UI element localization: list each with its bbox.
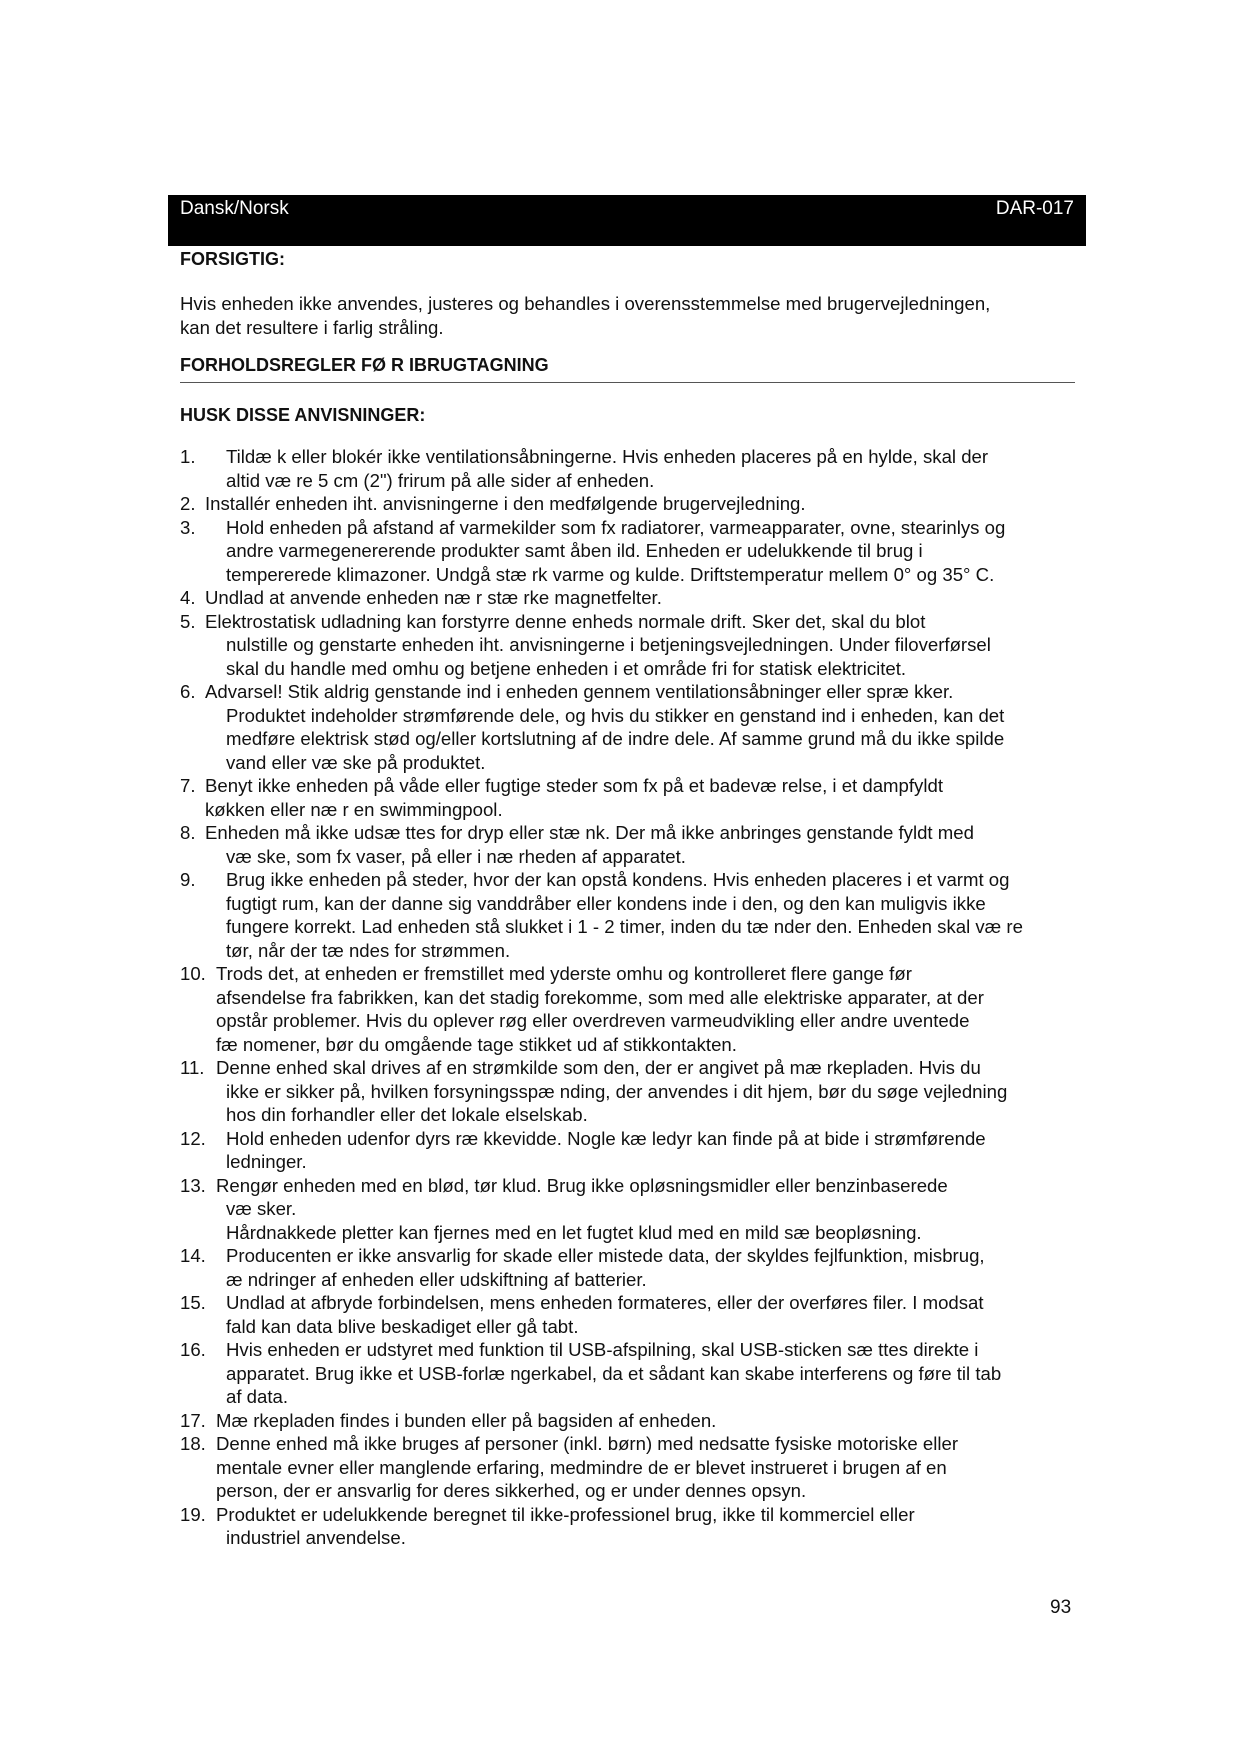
list-item-first-line — [180, 868, 1080, 892]
list-item-number: 6. — [180, 681, 196, 702]
list-item-text: Denne enhed må ikke bruges af personer (inkl. børn) med nedsatte fysiske motoriske eller — [216, 1433, 959, 1454]
list-item-text: fald kan data blive beskadiget eller gå tabt. — [226, 1315, 579, 1337]
list-item — [180, 774, 1080, 821]
list-item-text: Hårdnakkede pletter kan fjernes med en let fugtet klud med en mild sæ beopløsning. — [226, 1221, 922, 1243]
list-item-text: tempererede klimazoner. Undgå stæ rk varme og kulde. Driftstemperatur mellem 0° og 35° C. — [226, 563, 995, 585]
list-item — [180, 1338, 1080, 1409]
list-item-text: vand eller væ ske på produktet. — [226, 751, 486, 773]
list-item — [180, 1503, 1080, 1550]
list-item-text: Hold enheden udenfor dyrs ræ kkevidde. Nogle kæ ledyr kan finde på at bide i strømførende — [226, 1127, 986, 1149]
list-item-text: Producenten er ikke ansvarlig for skade eller mistede data, der skyldes fejlfunktion, misbrug, — [226, 1245, 985, 1266]
list-item-first-line — [180, 1409, 1080, 1433]
caution-text-line: kan det resultere i farlig stråling. — [180, 316, 444, 338]
section-divider — [180, 382, 1075, 383]
list-item-text: person, der er ansvarlig for deres sikkerhed, og er under dennes opsyn. — [216, 1480, 807, 1501]
list-item — [180, 1174, 1080, 1245]
list-item-text: Rengør enheden med en blød, tør klud. Brug ikke opløsningsmidler eller benzinbaserede — [216, 1174, 948, 1196]
list-item-text: væ ske, som fx vaser, på eller i næ rheden af apparatet. — [226, 845, 686, 867]
list-item-first-line — [180, 586, 1080, 610]
list-item-first-line — [180, 1503, 1080, 1527]
list-item-text: Advarsel! Stik aldrig genstande ind i enheden gennem ventilationsåbninger eller spræ kker. — [205, 681, 954, 702]
list-item-text: Produktet er udelukkende beregnet til ikke-professionel brug, ikke til kommerciel eller — [216, 1503, 915, 1525]
list-item-number: 10. — [180, 963, 206, 984]
list-item-number: 1. — [180, 446, 196, 467]
list-item-text: medføre elektrisk stød og/eller kortslutning af de indre dele. Af samme grund må du ikke spilde — [226, 728, 1005, 749]
list-item-first-line — [180, 516, 1080, 540]
list-item-text: ikke er sikker på, hvilken forsyningsspæ nding, der anvendes i dit hjem, bør du søge vejledning — [226, 1080, 1008, 1102]
list-item-text: Undlad at anvende enheden næ r stæ rke magnetfelter. — [205, 587, 662, 608]
list-item-text: æ ndringer af enheden eller udskiftning af batterier. — [226, 1268, 647, 1290]
list-item-text: apparatet. Brug ikke et USB-forlæ ngerkabel, da et sådant kan skabe interferens og føre til tab — [226, 1362, 1002, 1384]
list-item-number: 12. — [180, 1127, 206, 1149]
list-item-number: 14. — [180, 1245, 206, 1266]
list-item-text: fugtigt rum, kan der danne sig vanddråber eller kondens inde i den, og den kan muligvis ikke — [226, 892, 986, 914]
list-item-text: væ sker. — [226, 1198, 297, 1219]
list-item-first-line — [180, 774, 1080, 798]
list-item — [180, 821, 1080, 868]
header-language: Dansk/Norsk — [180, 198, 289, 219]
list-item-first-line — [180, 1244, 1080, 1268]
list-item — [180, 516, 1080, 587]
list-item-text: skal du handle med omhu og betjene enheden i et område fri for statisk elektricitet. — [226, 657, 907, 679]
list-item-first-line — [180, 1432, 1080, 1456]
list-item-first-line — [180, 1056, 1080, 1080]
list-item-first-line — [180, 1127, 1080, 1151]
list-item — [180, 962, 1080, 1056]
caution-text — [180, 292, 1080, 339]
list-item-number: 15. — [180, 1292, 206, 1313]
list-item-text: Denne enhed skal drives af en strømkilde som den, der er angivet på mæ rkepladen. Hvis du — [216, 1057, 981, 1078]
list-item-number: 7. — [180, 775, 196, 796]
header-model: DAR-017 — [995, 198, 1074, 219]
list-item-text: fæ nomener, bør du omgående tage stikket ud af stikkontakten. — [216, 1033, 737, 1055]
remember-title: HUSK DISSE ANVISNINGER: — [180, 405, 426, 425]
list-item — [180, 868, 1080, 962]
list-item-text: tør, når der tæ ndes for strømmen. — [226, 939, 511, 961]
list-item-first-line — [180, 821, 1080, 845]
list-item — [180, 492, 1080, 516]
list-item-number: 17. — [180, 1409, 206, 1431]
list-item-text: mentale evner eller manglende erfaring, medmindre de er blevet instrueret i brugen af en — [216, 1456, 947, 1478]
list-item-text: Hold enheden på afstand af varmekilder som fx radiatorer, varmeapparater, ovne, stearinlys og — [226, 516, 1006, 538]
list-item-first-line — [180, 610, 1080, 634]
list-item-text: Enheden må ikke udsæ ttes for dryp eller stæ nk. Der må ikke anbringes genstande fyldt med — [205, 822, 974, 843]
list-item — [180, 1127, 1080, 1174]
list-item-first-line — [180, 1338, 1080, 1362]
list-item-number: 16. — [180, 1339, 206, 1360]
list-item-first-line — [180, 492, 1080, 516]
list-item-text: altid væ re 5 cm (2") frirum på alle sider af enheden. — [226, 469, 655, 491]
list-item-text: Hvis enheden er udstyret med funktion til USB-afspilning, skal USB-sticken sæ ttes direkte i — [226, 1339, 979, 1360]
list-item-number: 11. — [180, 1057, 205, 1078]
list-item-text: Benyt ikke enheden på våde eller fugtige steder som fx på et badevæ relse, i et dampfyldt — [205, 775, 943, 796]
list-item — [180, 586, 1080, 610]
list-item-first-line — [180, 1291, 1080, 1315]
list-item-text: Produktet indeholder strømførende dele, og hvis du stikker en genstand ind i enheden, kan det — [226, 704, 1005, 726]
list-item-number: 18. — [180, 1433, 206, 1454]
list-item-text: Mæ rkepladen findes i bunden eller på bagsiden af enheden. — [216, 1409, 717, 1431]
list-item-number: 19. — [180, 1503, 206, 1525]
list-item-text: Tildæ k eller blokér ikke ventilationsåbningerne. Hvis enheden placeres på en hylde, skal der — [226, 446, 989, 467]
list-item — [180, 1291, 1080, 1338]
list-item-text: Undlad at afbryde forbindelsen, mens enheden formateres, eller der overføres filer. I modsat — [226, 1292, 984, 1313]
caution-text-line: Hvis enheden ikke anvendes, justeres og behandles i overensstemmelse med brugervejledningen, — [180, 293, 991, 314]
caution-title: FORSIGTIG: — [180, 249, 285, 269]
list-item-first-line — [180, 445, 1080, 469]
list-item-text: køkken eller næ r en swimmingpool. — [205, 798, 503, 820]
list-item-number: 9. — [180, 869, 196, 890]
list-item-first-line — [180, 1174, 1080, 1198]
list-item-text: afsendelse fra fabrikken, kan det stadig forekomme, som med alle elektriske apparater, at der — [216, 986, 984, 1008]
list-item — [180, 445, 1080, 492]
list-item-text: Brug ikke enheden på steder, hvor der kan opstå kondens. Hvis enheden placeres i et varmt og — [226, 869, 1010, 890]
list-item-text: Trods det, at enheden er fremstillet med yderste omhu og kontrolleret flere gange før — [216, 963, 912, 984]
list-item — [180, 1056, 1080, 1127]
list-item-text: af data. — [226, 1386, 289, 1407]
list-item-first-line — [180, 680, 1080, 704]
list-item-text: hos din forhandler eller det lokale elselskab. — [226, 1104, 588, 1125]
list-item-number: 2. — [180, 493, 196, 514]
list-item — [180, 610, 1080, 681]
page-number: 93 — [1050, 1597, 1072, 1618]
list-item-number: 8. — [180, 822, 196, 843]
instruction-list — [180, 445, 1080, 1550]
precautions-title: FORHOLDSREGLER FØ R IBRUGTAGNING — [180, 355, 549, 375]
list-item-first-line — [180, 962, 1080, 986]
list-item-text: Elektrostatisk udladning kan forstyrre denne enheds normale drift. Sker det, skal du blot — [205, 610, 926, 632]
list-item — [180, 680, 1080, 774]
list-item-number: 5. — [180, 610, 196, 632]
list-item-number: 13. — [180, 1174, 206, 1196]
list-item-text: fungere korrekt. Lad enheden stå slukket i 1 - 2 timer, inden du tæ nder den. Enheden skal væ re — [226, 916, 1023, 937]
list-item — [180, 1432, 1080, 1503]
list-item-number: 3. — [180, 516, 196, 538]
list-item-text: andre varmegenererende produkter samt åben ild. Enheden er udelukkende til brug i — [226, 540, 923, 561]
list-item-text: opstår problemer. Hvis du oplever røg eller overdreven varmeudvikling eller andre uventede — [216, 1010, 970, 1031]
header-bar — [168, 195, 1086, 246]
list-item — [180, 1409, 1080, 1433]
list-item-text: industriel anvendelse. — [226, 1527, 406, 1548]
list-item-text: nulstille og genstarte enheden iht. anvisningerne i betjeningsvejledningen. Under filoverførsel — [226, 634, 991, 655]
list-item-number: 4. — [180, 587, 196, 608]
list-item — [180, 1244, 1080, 1291]
list-item-text: ledninger. — [226, 1151, 307, 1172]
list-item-text: Installér enheden iht. anvisningerne i den medfølgende brugervejledning. — [205, 493, 806, 514]
